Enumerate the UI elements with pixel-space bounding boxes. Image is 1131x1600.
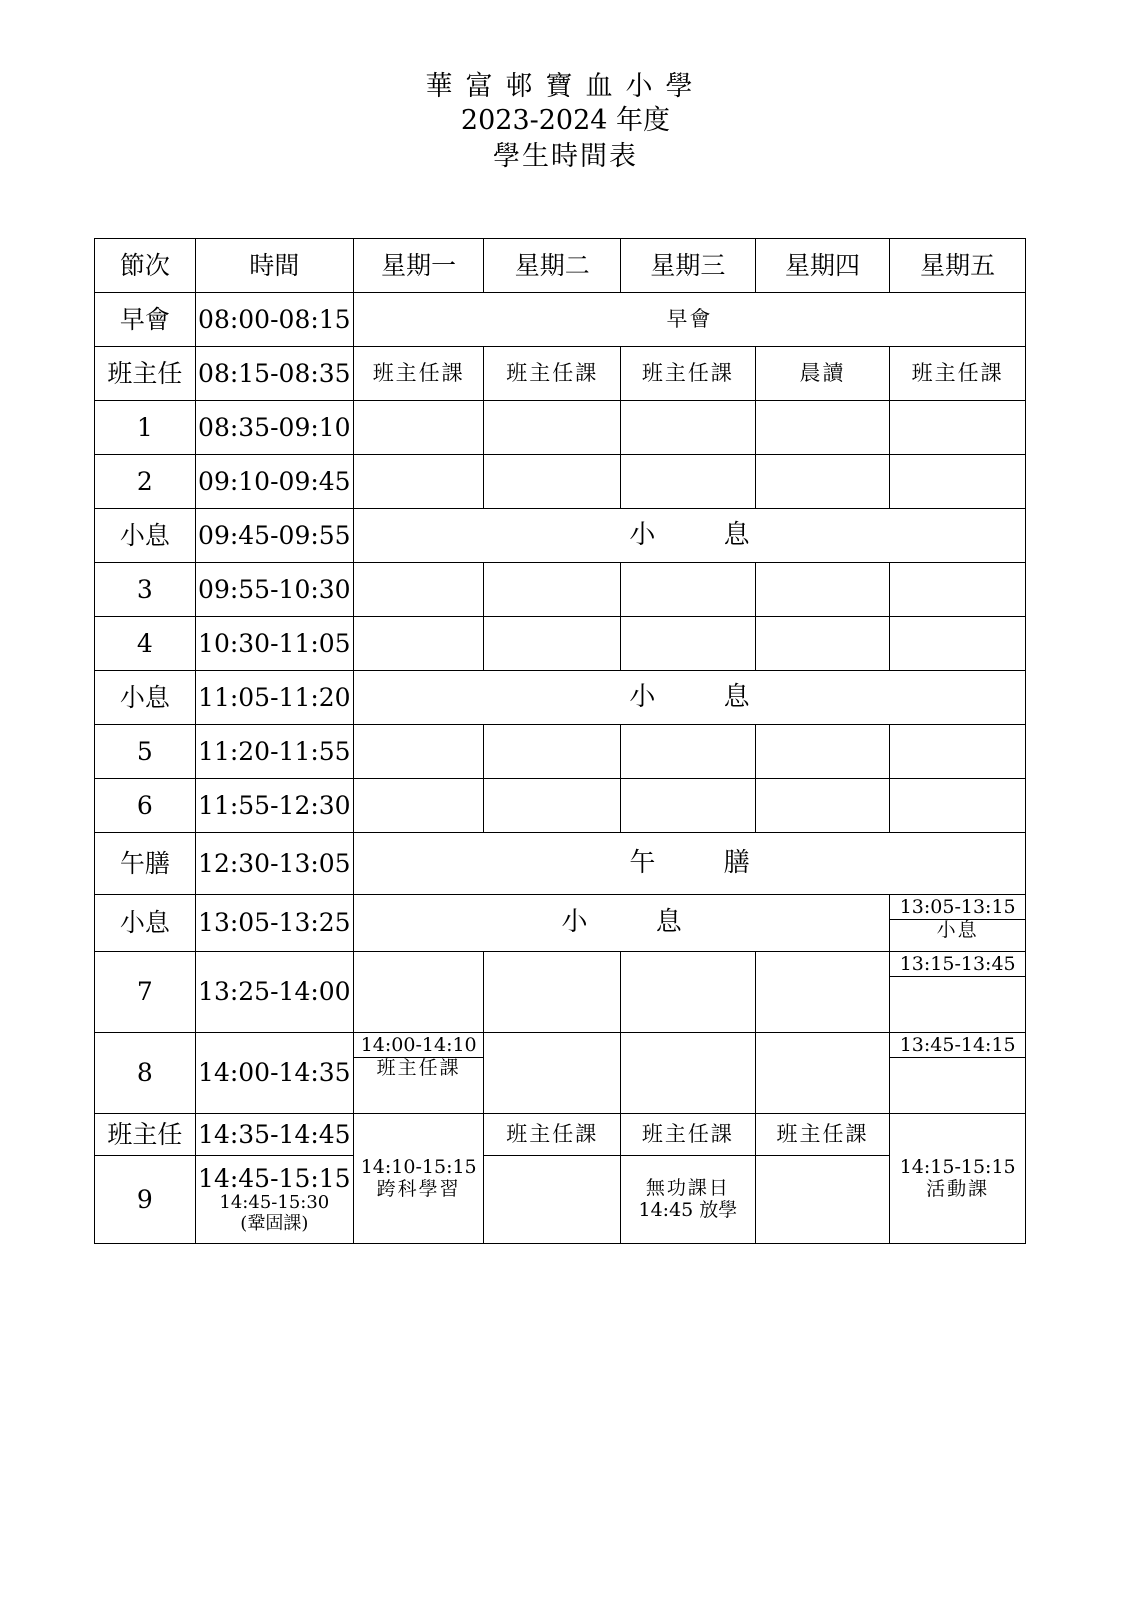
time-cell: 08:35-09:10 (195, 401, 353, 455)
tue-cell (484, 563, 621, 617)
fri-cell (890, 617, 1026, 671)
fri-cell (890, 952, 1026, 1033)
table-row (95, 833, 1026, 895)
time-cell: 12:30-13:05 (195, 833, 353, 895)
mon-cell (353, 617, 484, 671)
time-note: (鞏固課) (240, 1212, 309, 1234)
merged-activity-cell: 午 膳 (353, 833, 1025, 895)
table-row (95, 455, 1026, 509)
mon-p9-label: 跨科學習 (376, 1177, 461, 1200)
col-header-tue: 星期二 (484, 239, 621, 293)
fri-sub-time: 13:45-14:15 (890, 1033, 1025, 1058)
table-row (95, 617, 1026, 671)
col-header-period: 節次 (95, 239, 196, 293)
period-cell: 5 (95, 725, 196, 779)
time-cell: 09:55-10:30 (195, 563, 353, 617)
document-title: 學生時間表 (493, 141, 638, 172)
thu-cell (755, 401, 890, 455)
tue-cell (484, 401, 621, 455)
period-cell: 小息 (95, 671, 196, 725)
period-cell: 8 (95, 1033, 196, 1114)
tue-cell: 班主任課 (484, 1114, 621, 1156)
table-row (95, 895, 1026, 952)
period-cell: 6 (95, 779, 196, 833)
thu-cell (755, 455, 890, 509)
col-header-thu: 星期四 (755, 239, 890, 293)
period-cell: 7 (95, 952, 196, 1033)
thu-cell (755, 563, 890, 617)
merged-activity-cell: 小 息 (353, 509, 1025, 563)
tue-cell (484, 1156, 621, 1244)
time-main: 14:45-15:15 (198, 1164, 351, 1194)
wed-cell (621, 563, 756, 617)
period-cell: 1 (95, 401, 196, 455)
time-alt: 14:45-15:30 (219, 1192, 330, 1214)
wed-cell (621, 1033, 756, 1114)
table-row (95, 1033, 1026, 1114)
mon-cell: 班主任課 (353, 347, 484, 401)
header-row (95, 239, 1026, 293)
wed-p9-note: 14:45 放學 (638, 1198, 738, 1221)
time-cell: 08:15-08:35 (195, 347, 353, 401)
period-cell: 9 (95, 1156, 196, 1244)
fri-p9-time: 14:15-15:15 (899, 1156, 1016, 1179)
period-cell: 班主任 (95, 1114, 196, 1156)
table-row (95, 401, 1026, 455)
time-cell: 14:35-14:45 (195, 1114, 353, 1156)
period-cell: 3 (95, 563, 196, 617)
fri-cell: 班主任課 (890, 347, 1026, 401)
period-cell: 小息 (95, 895, 196, 952)
thu-cell (755, 1156, 890, 1244)
table-row (95, 671, 1026, 725)
fri-sub-time: 13:05-13:15 (890, 895, 1025, 920)
period-cell: 4 (95, 617, 196, 671)
period-cell: 午膳 (95, 833, 196, 895)
tue-cell (484, 617, 621, 671)
time-cell: 10:30-11:05 (195, 617, 353, 671)
mon-cell (353, 1114, 484, 1244)
table-row (95, 563, 1026, 617)
wed-cell: 班主任課 (621, 1114, 756, 1156)
tue-cell (484, 455, 621, 509)
merged-activity-cell: 小 息 (353, 671, 1025, 725)
fri-sub-label: 小息 (936, 919, 979, 941)
table-row (95, 347, 1026, 401)
fri-sub-time: 13:15-13:45 (890, 952, 1025, 977)
period-cell: 小息 (95, 509, 196, 563)
col-header-mon: 星期一 (353, 239, 484, 293)
mon-sub-time: 14:00-14:10 (354, 1033, 484, 1058)
fri-cell (890, 725, 1026, 779)
col-header-wed: 星期三 (621, 239, 756, 293)
col-header-time: 時間 (195, 239, 353, 293)
table-row (95, 725, 1026, 779)
tue-cell: 班主任課 (484, 347, 621, 401)
timetable (94, 238, 1026, 1244)
col-header-fri: 星期五 (890, 239, 1026, 293)
merged-activity-cell: 早會 (353, 293, 1025, 347)
thu-cell (755, 952, 890, 1033)
time-cell: 09:10-09:45 (195, 455, 353, 509)
thu-cell: 晨讀 (755, 347, 890, 401)
school-year: 2023-2024 年度 (460, 105, 671, 136)
wed-cell (621, 1156, 756, 1244)
time-cell: 11:05-11:20 (195, 671, 353, 725)
wed-cell (621, 952, 756, 1033)
time-cell: 08:00-08:15 (195, 293, 353, 347)
school-name: 華富邨寶血小學 (425, 71, 706, 102)
merged-activity-cell: 小 息 (353, 895, 889, 952)
tue-cell (484, 779, 621, 833)
mon-cell (353, 455, 484, 509)
mon-cell (353, 779, 484, 833)
wed-cell (621, 617, 756, 671)
mon-cell (353, 1033, 484, 1114)
tue-cell (484, 725, 621, 779)
thu-cell (755, 617, 890, 671)
time-cell (195, 1156, 353, 1244)
table-row (95, 1156, 1026, 1244)
mon-p9-time: 14:10-15:15 (360, 1156, 477, 1179)
fri-cell (890, 401, 1026, 455)
mon-cell (353, 401, 484, 455)
mon-cell (353, 563, 484, 617)
time-cell: 09:45-09:55 (195, 509, 353, 563)
fri-cell (890, 563, 1026, 617)
fri-p9-label: 活動課 (926, 1177, 990, 1200)
thu-cell (755, 725, 890, 779)
tue-cell (484, 1033, 621, 1114)
fri-cell (890, 779, 1026, 833)
time-cell: 14:00-14:35 (195, 1033, 353, 1114)
wed-cell: 班主任課 (621, 347, 756, 401)
wed-p9-label: 無功課日 (645, 1177, 730, 1200)
mon-cell (353, 952, 484, 1033)
table-row (95, 509, 1026, 563)
period-cell: 2 (95, 455, 196, 509)
wed-cell (621, 725, 756, 779)
table-row (95, 293, 1026, 347)
table-row (95, 779, 1026, 833)
wed-cell (621, 455, 756, 509)
thu-cell (755, 1033, 890, 1114)
time-cell: 11:20-11:55 (195, 725, 353, 779)
time-cell: 13:25-14:00 (195, 952, 353, 1033)
fri-cell (890, 455, 1026, 509)
fri-cell (890, 895, 1026, 952)
wed-cell (621, 779, 756, 833)
fri-cell (890, 1033, 1026, 1114)
tue-cell (484, 952, 621, 1033)
thu-cell (755, 779, 890, 833)
mon-cell (353, 725, 484, 779)
wed-cell (621, 401, 756, 455)
period-cell: 早會 (95, 293, 196, 347)
table-row (95, 952, 1026, 1033)
fri-cell (890, 1114, 1026, 1244)
time-cell: 13:05-13:25 (195, 895, 353, 952)
period-cell: 班主任 (95, 347, 196, 401)
thu-cell: 班主任課 (755, 1114, 890, 1156)
table-row (95, 1114, 1026, 1156)
time-cell: 11:55-12:30 (195, 779, 353, 833)
mon-sub-label: 班主任課 (376, 1057, 461, 1079)
